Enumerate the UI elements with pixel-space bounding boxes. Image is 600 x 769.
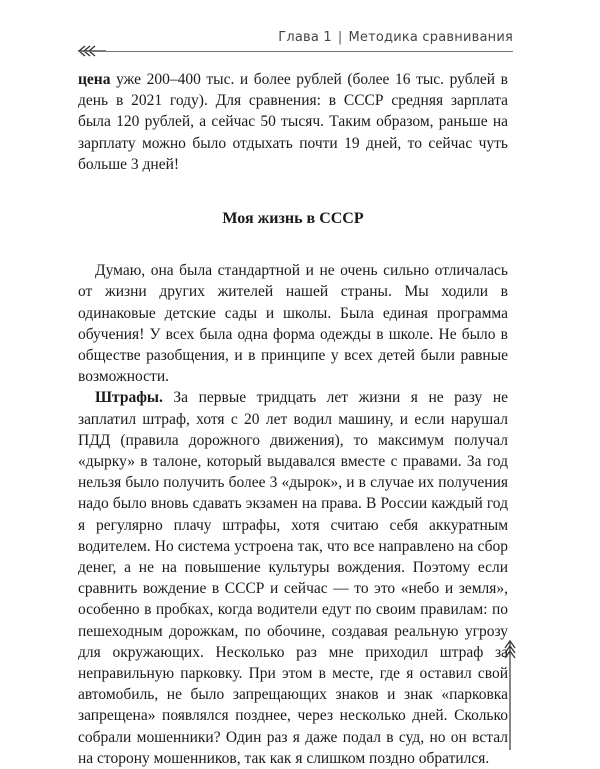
paragraph-text: уже 200–400 тыс. и более рублей (более 16 тыс. рублей в день в 2021 году). Для сравнения: в СССР средняя зарплата была 120 рублей, а сейчас 50 тысяч. Таким образом, раньше на зарплату можно было отдыхать почти 19 дней, то сейчас чуть больше 3 дней! [78, 71, 508, 173]
paragraph-lead-bold: Штрафы. [95, 389, 163, 407]
page-body [78, 69, 508, 769]
paragraph-text: За первые тридцать лет жизни я не разу не заплатил штраф, хотя с 20 лет водил машину, и если нарушал ПДД (правила дорожного движения), то максимум получал «дырку» в талоне, который выдавался вместе с правами. За год нельзя было получить более 3 «дырок», и в случае их получения надо было вновь сдавать экзамен на права. В России каждый год я регулярно плачу штрафы, хотя считаю себя аккуратным водителем. Но система устроена так, что все направлено на сбор денег, а не на повышение культуры вождения. Поэтому если сравнить вождение в СССР и сейчас — то это «небо и земля», особенно в пробках, когда водители едут по своим правилам: по пешеходным дорожкам, по обочине, создавая реальную угрозу для окружающих. Несколько раз мне приходил штраф за неправильную парковку. При этом в месте, где я оставил свой автомобиль, не было запрещающих знаков и знак «парковка запрещена» появлялся позднее, через несколько дней. Сколько собрали мошенники? Один раз я даже подал в суд, но он встал на сторону мошенников, так как я слишком поздно обратился. [78, 389, 508, 767]
section-title: Методика сравнивания [348, 30, 513, 45]
paragraph-fines [78, 387, 508, 769]
chapter-label: Глава 1 [278, 30, 332, 45]
header-separator: | [337, 30, 343, 45]
section-heading: Моя жизнь в СССР [222, 210, 364, 228]
paragraph-continued [78, 69, 508, 175]
header-rule [78, 51, 513, 52]
running-header [278, 30, 513, 45]
paragraph-life: Думаю, она была стандартной и не очень сильно отличалась от жизни других жителей нашей страны. Мы ходили в одинаковые детские сады и школы. Была единая программа обучения! У всех была одна форма одежды в школе. Не было в обществе разобщения, и в принципе у всех детей были равные возможности. [78, 262, 508, 386]
arrow-up-icon [502, 638, 518, 750]
paragraph-lead-bold: цена [78, 71, 111, 88]
